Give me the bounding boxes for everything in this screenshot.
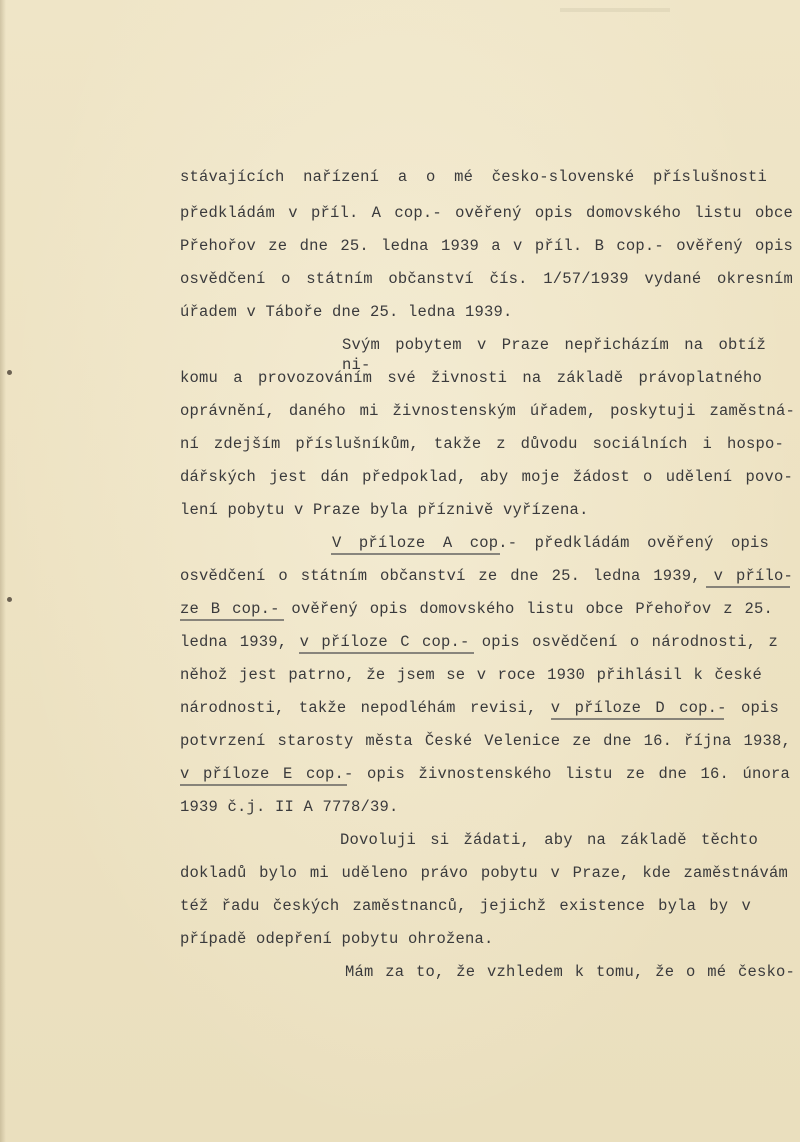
text-line: oprávnění, daného mi živnostenským úřadem, poskytuji zaměstná- — [180, 402, 795, 420]
text-line: komu a provozováním své živnosti na základě právoplatného — [180, 369, 762, 387]
text-line: potvrzení starosty města České Velenice ze dne 16. října 1938, — [180, 732, 791, 750]
text-line: dokladů bylo mi uděleno právo pobytu v Praze, kde zaměstnávám — [180, 864, 788, 882]
text-line: Přehořov ze dne 25. ledna 1939 a v příl. B cop.- ověřený opis — [180, 237, 793, 255]
text-line: úřadem v Táboře dne 25. ledna 1939. — [180, 303, 513, 321]
text-line: Dovoluji si žádati, aby na základě těchto — [340, 831, 758, 849]
text-line: 1939 č.j. II A 7778/39. — [180, 798, 399, 816]
text-line: případě odepření pobytu ohrožena. — [180, 930, 494, 948]
text-line: něhož jest patrno, že jsem se v roce 1930 přihlásil k české — [180, 666, 762, 684]
text-line: V příloze A cop.- předkládám ověřený opis — [332, 534, 769, 552]
paper-edge-shadow — [0, 0, 6, 1142]
text-line: Svým pobytem v Praze nepřicházím na obtíž ni- — [342, 336, 766, 374]
text-line: ní zdejším příslušníkům, takže z důvodu sociálních i hospo- — [180, 435, 784, 453]
text-line: osvědčení o státním občanství ze dne 25. ledna 1939, v přílo- — [180, 567, 793, 585]
show-through-mark — [560, 8, 670, 12]
text-line: dářských jest dán předpoklad, aby moje žádost o udělení povo- — [180, 468, 793, 486]
text-line: v příloze E cop.- opis živnostenského listu ze dne 16. února — [180, 765, 790, 783]
punch-hole-mark — [7, 370, 12, 375]
text-line: osvědčení o státním občanství čís. 1/57/1939 vydané okresním — [180, 270, 793, 288]
punch-hole-mark — [7, 597, 12, 602]
text-line: předkládám v příl. A cop.- ověřený opis domovského listu obce — [180, 204, 793, 222]
text-line: Mám za to, že vzhledem k tomu, že o mé česko- — [345, 963, 795, 981]
text-line: též řadu českých zaměstnanců, jejichž existence byla by v — [180, 897, 751, 915]
text-line: ze B cop.- ověřený opis domovského listu obce Přehořov z 25. — [180, 600, 773, 618]
text-line: ledna 1939, v příloze C cop.- opis osvědčení o národnosti, z — [180, 633, 778, 651]
text-line: lení pobytu v Praze byla příznivě vyřízena. — [180, 501, 589, 519]
text-line: národnosti, takže nepodléhám revisi, v příloze D cop.- opis — [180, 699, 779, 717]
text-line: stávajících nařízení a o mé česko-slovenské příslušnosti — [180, 168, 767, 186]
